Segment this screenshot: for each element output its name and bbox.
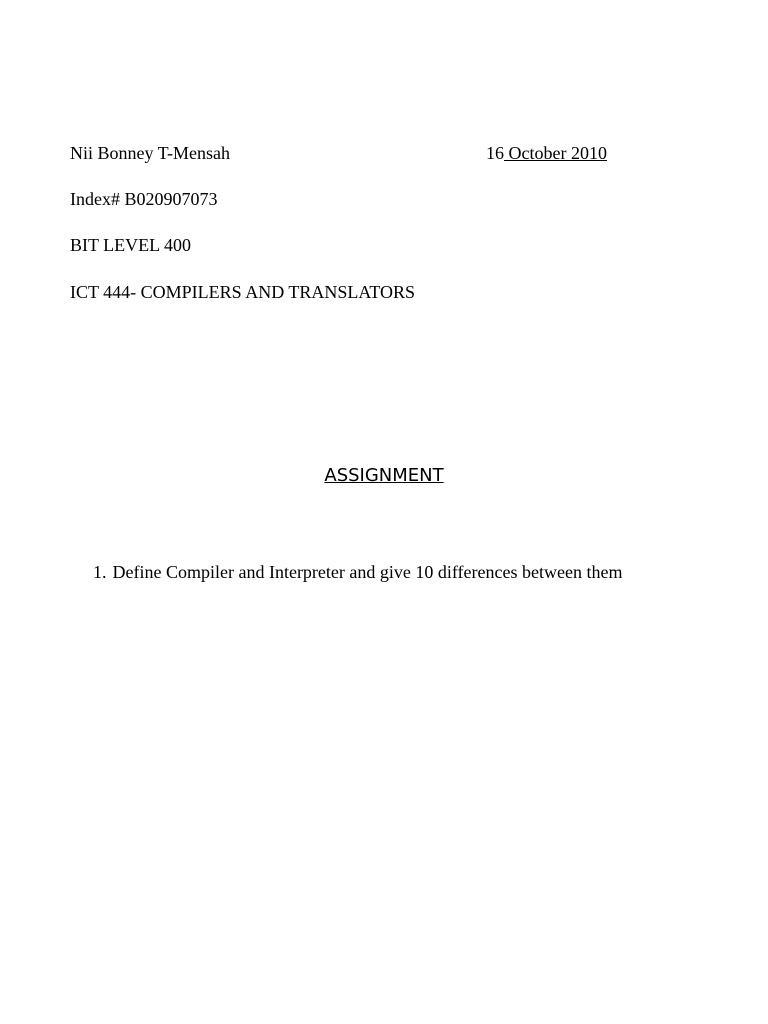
date-month-year: October 2010 [504, 143, 607, 163]
student-name: Nii Bonney T-Mensah [70, 143, 230, 163]
date-day: 16 [486, 143, 504, 163]
student-level: BIT LEVEL 400 [70, 235, 191, 255]
submission-date [486, 143, 607, 163]
question-text: Define Compiler and Interpreter and give 10 differences between them [112, 562, 623, 582]
question-item [93, 562, 622, 582]
document-heading: ASSIGNMENT [324, 465, 444, 486]
student-index: Index# B020907073 [70, 189, 218, 209]
course-title: ICT 444- COMPILERS AND TRANSLATORS [70, 282, 416, 302]
question-number: 1. [93, 562, 107, 582]
